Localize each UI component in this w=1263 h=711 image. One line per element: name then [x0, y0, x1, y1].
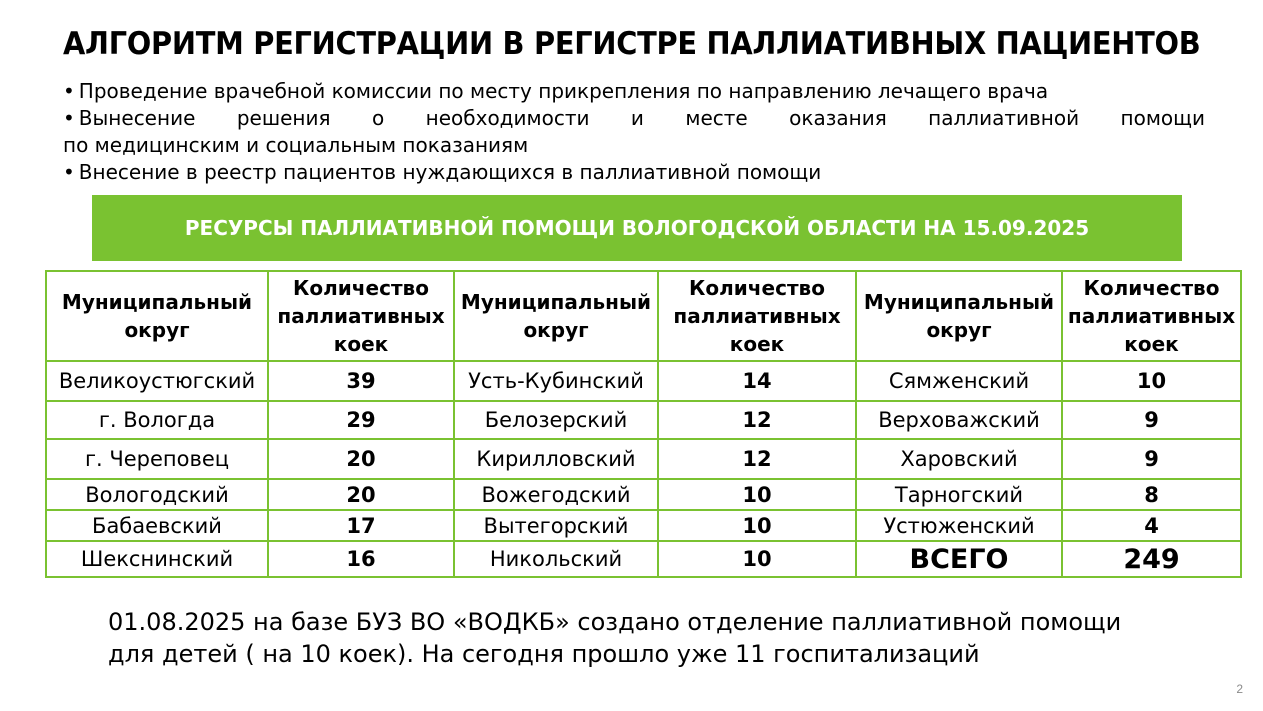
bullet-list: [63, 78, 1205, 186]
beds-cell: 10: [658, 479, 856, 510]
beds-cell: 12: [658, 439, 856, 479]
header-district: Муниципальный округ: [46, 271, 268, 361]
beds-cell: 8: [1062, 479, 1241, 510]
beds-cell: 10: [658, 510, 856, 541]
table-row: [46, 479, 1241, 510]
bullet-dot: •: [63, 160, 75, 184]
district-cell: Никольский: [454, 541, 658, 577]
footer-line: для детей ( на 10 коек). На сегодня прошло уже 11 госпитализаций: [108, 640, 980, 668]
page-number: 2: [1236, 682, 1243, 696]
bullet-dot: •: [63, 79, 75, 103]
table-row: [46, 510, 1241, 541]
beds-cell: 14: [658, 361, 856, 401]
district-cell: Харовский: [856, 439, 1062, 479]
district-cell: Тарногский: [856, 479, 1062, 510]
slide-title: АЛГОРИТМ РЕГИСТРАЦИИ В РЕГИСТРЕ ПАЛЛИАТИВНЫХ ПАЦИЕНТОВ: [63, 26, 1201, 62]
header-district: Муниципальный округ: [454, 271, 658, 361]
footer-note: [108, 606, 1208, 670]
district-cell: Кирилловский: [454, 439, 658, 479]
bullet-continuation: по медицинским и социальным показаниям: [63, 133, 529, 157]
table-header-row: [46, 271, 1241, 361]
beds-cell: 16: [268, 541, 454, 577]
district-cell: г. Вологда: [46, 401, 268, 439]
footer-line: 01.08.2025 на базе БУЗ ВО «ВОДКБ» создано отделение паллиативной помощи: [108, 608, 1122, 636]
total-value-cell: 249: [1062, 541, 1241, 577]
table-row: [46, 361, 1241, 401]
table-row: [46, 401, 1241, 439]
district-cell: Верховажский: [856, 401, 1062, 439]
beds-cell: 4: [1062, 510, 1241, 541]
beds-cell: 17: [268, 510, 454, 541]
district-cell: Сямженский: [856, 361, 1062, 401]
bullet-text: Внесение в реестр пациентов нуждающихся в паллиативной помощи: [78, 160, 822, 184]
district-cell: г. Череповец: [46, 439, 268, 479]
beds-cell: 29: [268, 401, 454, 439]
beds-cell: 20: [268, 439, 454, 479]
header-district: Муниципальный округ: [856, 271, 1062, 361]
beds-cell: 39: [268, 361, 454, 401]
bullet-item: [63, 105, 1205, 132]
district-cell: Устюженский: [856, 510, 1062, 541]
header-beds: Количество паллиативных коек: [1062, 271, 1241, 361]
bullet-text: Проведение врачебной комиссии по месту прикрепления по направлению лечащего врача: [78, 79, 1049, 103]
beds-cell: 12: [658, 401, 856, 439]
total-label-cell: ВСЕГО: [856, 541, 1062, 577]
beds-cell: 9: [1062, 401, 1241, 439]
resources-table: [45, 270, 1242, 578]
beds-cell: 20: [268, 479, 454, 510]
district-cell: Вологодский: [46, 479, 268, 510]
bullet-item: [63, 159, 1205, 186]
bullet-text: Вынесение решения о необходимости и месте оказания паллиативной помощи: [78, 106, 1205, 130]
district-cell: Вытегорский: [454, 510, 658, 541]
district-cell: Бабаевский: [46, 510, 268, 541]
beds-cell: 10: [1062, 361, 1241, 401]
header-beds: Количество паллиативных коек: [658, 271, 856, 361]
beds-cell: 10: [658, 541, 856, 577]
header-beds: Количество паллиативных коек: [268, 271, 454, 361]
district-cell: Усть-Кубинский: [454, 361, 658, 401]
district-cell: Шекснинский: [46, 541, 268, 577]
bullet-item: [63, 78, 1205, 105]
table-row: [46, 439, 1241, 479]
district-cell: Вожегодский: [454, 479, 658, 510]
resources-banner: РЕСУРСЫ ПАЛЛИАТИВНОЙ ПОМОЩИ ВОЛОГОДСКОЙ ОБЛАСТИ НА 15.09.2025: [92, 195, 1182, 261]
district-cell: Белозерский: [454, 401, 658, 439]
table-row: [46, 541, 1241, 577]
district-cell: Великоустюгский: [46, 361, 268, 401]
bullet-dot: •: [63, 106, 75, 130]
beds-cell: 9: [1062, 439, 1241, 479]
